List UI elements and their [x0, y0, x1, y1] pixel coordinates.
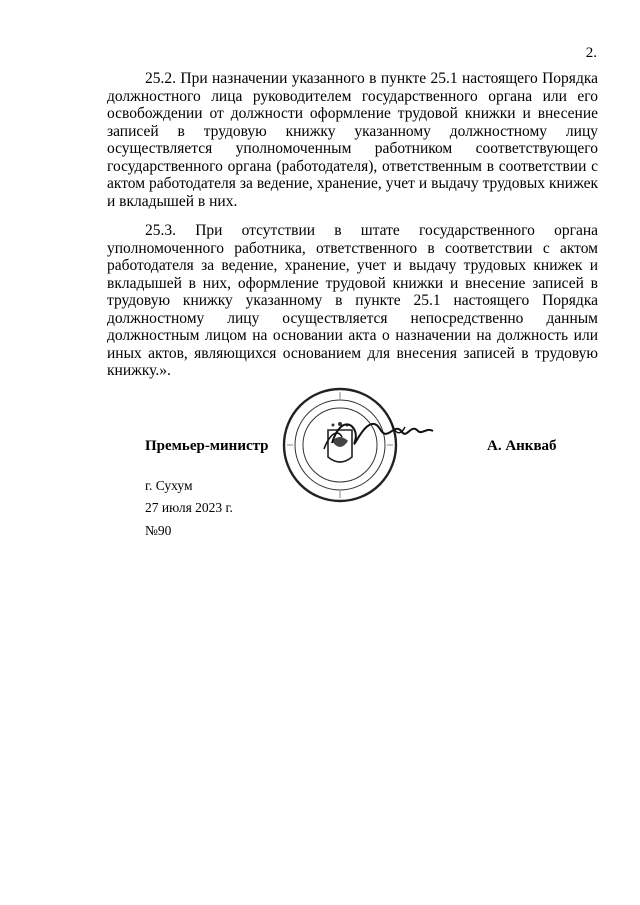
paragraph-25-2: 25.2. При назначении указанного в пункте 25.1 настоящего Порядка должностного лица руководителем государственного органа или его освобождении от должности оформление трудовой книжки и внесение записей в трудовую книжку указанному должностному лицу осуществляется уполномоченным работником соответствующего государственного органа (работодателя), ответственным в соответствии с актом работодателя за ведение, хранение, учет и выдачу трудовых книжек и вкладышей в них.	[107, 70, 598, 210]
page-number: 2.	[585, 45, 597, 61]
paragraph-25-3: 25.3. При отсутствии в штате государственного органа уполномоченного работника, ответственного в соответствии с актом работодателя за ведение, хранение, учет и выдачу трудовых книжек и вкладышей в них, оформление трудовой книжки и внесение записей в трудовую книжку указанному в пункте 25.1 настоящего Порядка должностному лицу осуществляется непосредственно данным должностным лицом на основании акта о назначении на должность или иных актов, являющихся основанием для внесения записей в трудовую книжку.».	[107, 222, 598, 379]
signature-title: Премьер-министр	[145, 438, 269, 454]
footer-number: №90	[145, 523, 172, 538]
signature-name: А. Анкваб	[487, 438, 557, 454]
footer-city: г. Сухум	[145, 478, 193, 493]
footer-date: 27 июля 2023 г.	[145, 500, 233, 515]
official-stamp-with-signature	[270, 385, 440, 505]
